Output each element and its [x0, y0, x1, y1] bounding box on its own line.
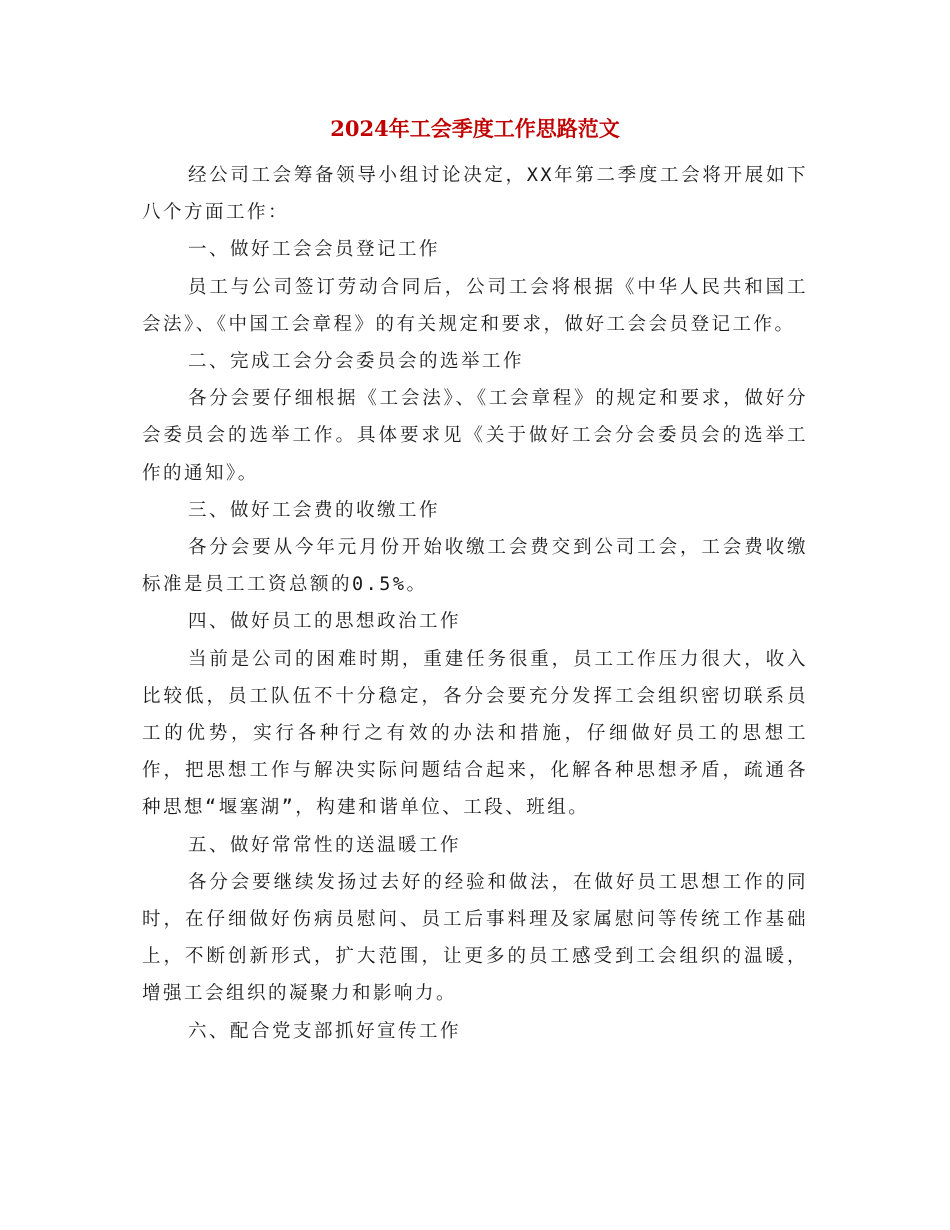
document-title: 2024年工会季度工作思路范文: [330, 116, 620, 141]
section-heading-4: 四、做好员工的思想政治工作: [188, 611, 462, 633]
intro-paragraph: 经公司工会筹备领导小组讨论决定，XX年第二季度工会将开展如下八个方面工作：: [142, 165, 808, 224]
section-heading-1: 一、做好工会会员登记工作: [188, 239, 441, 261]
section-heading-5: 五、做好常常性的送温暖工作: [188, 834, 462, 856]
document-body: [142, 157, 808, 1050]
section-body-2: 各分会要仔细根据《工会法》、《工会章程》的规定和要求，做好分会委员会的选举工作。具体要求见《关于做好工会分会委员会的选举工作的通知》。: [142, 388, 808, 484]
section-body-5: 各分会要继续发扬过去好的经验和做法，在做好员工思想工作的同时，在仔细做好伤病员慰问、员工后事料理及家属慰问等传统工作基础上，不断创新形式，扩大范围，让更多的员工感受到工会组织的温暖，增强工会组织的凝聚力和影响力。: [142, 871, 808, 1005]
section-heading-2: 二、完成工会分会委员会的选举工作: [188, 351, 525, 373]
section-body-3: 各分会要从今年元月份开始收缴工会费交到公司工会，工会费收缴标准是员工工资总额的0.5%。: [142, 537, 808, 596]
section-body-1: 员工与公司签订劳动合同后，公司工会将根据《中华人民共和国工会法》、《中国工会章程》的有关规定和要求，做好工会会员登记工作。: [142, 276, 808, 335]
section-heading-6: 六、配合党支部抓好宣传工作: [188, 1020, 462, 1042]
section-body-4: 当前是公司的困难时期，重建任务很重，员工工作压力很大，收入比较低，员工队伍不十分稳定，各分会要充分发挥工会组织密切联系员工的优势，实行各种行之有效的办法和措施，仔细做好员工的思想工作，把思想工作与解决实际问题结合起来，化解各种思想矛盾，疏通各种思想“堰塞湖”，构建和谐单位、工段、班组。: [142, 648, 808, 819]
section-heading-3: 三、做好工会费的收缴工作: [188, 499, 441, 521]
